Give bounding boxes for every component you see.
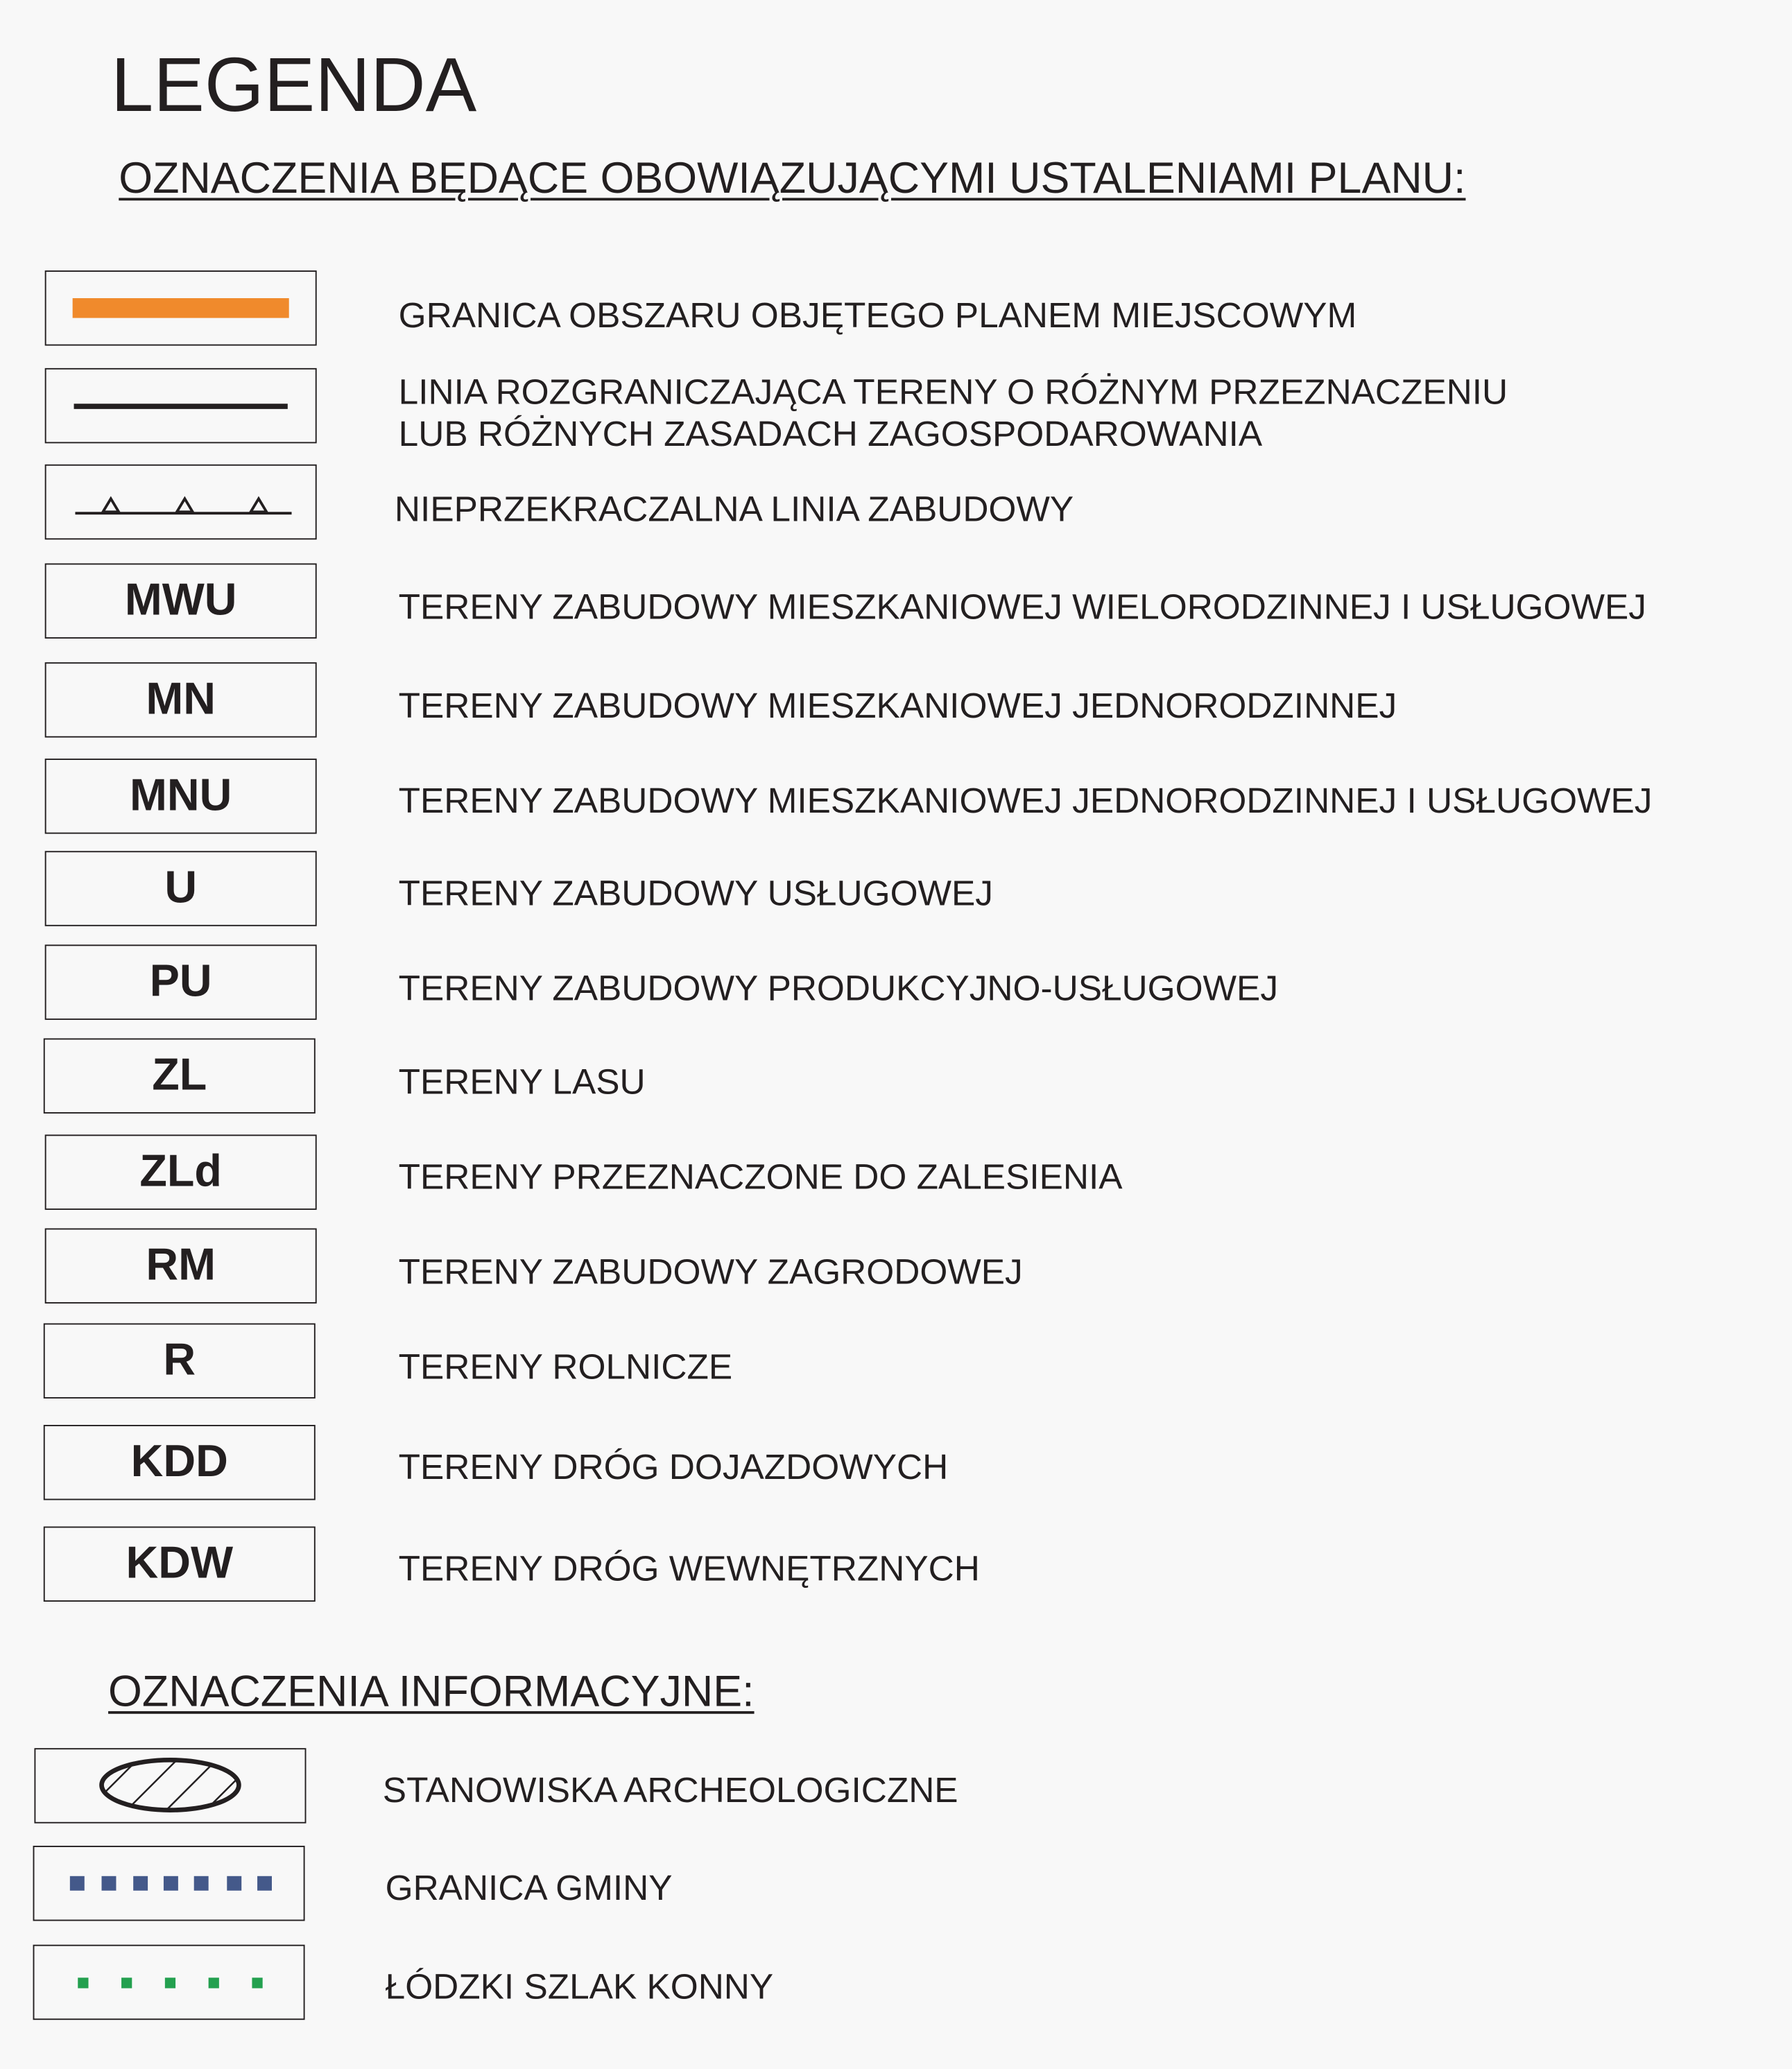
symbol-box-mn: MN <box>45 662 317 737</box>
municipality-border-icon <box>33 1846 305 1921</box>
legend-label: TERENY ZABUDOWY USŁUGOWEJ <box>398 873 993 913</box>
legend-label: TERENY LASU <box>398 1062 646 1102</box>
legend-label: GRANICA OBSZARU OBJĘTEGO PLANEM MIEJSCOWYM <box>398 295 1357 336</box>
black-dividing-line-icon <box>45 368 317 443</box>
legend-label: TERENY DRÓG DOJAZDOWYCH <box>398 1447 949 1487</box>
legend-label: TERENY ZABUDOWY MIESZKANIOWEJ JEDNORODZINNEJ <box>398 686 1397 726</box>
symbol-box-zld: ZLd <box>45 1134 317 1209</box>
legend-label: TERENY ROLNICZE <box>398 1347 733 1387</box>
legend-label: TERENY PRZEZNACZONE DO ZALESIENIA <box>398 1157 1123 1197</box>
symbol-box-r: R <box>44 1324 316 1399</box>
section-binding-heading: OZNACZENIA BĘDĄCE OBOWIĄZUJĄCYMI USTALENIAMI PLANU: <box>119 153 1466 202</box>
symbol-box-zl: ZL <box>44 1039 316 1114</box>
building-line-triangles-icon <box>45 465 317 539</box>
legend-label <box>399 371 1508 456</box>
legend-label: TERENY ZABUDOWY MIESZKANIOWEJ WIELORODZINNEJ I USŁUGOWEJ <box>398 587 1646 627</box>
legend-label: TERENY ZABUDOWY PRODUKCYJNO-USŁUGOWEJ <box>398 968 1279 1008</box>
symbol-box-kdd: KDD <box>44 1425 316 1500</box>
legend-label: ŁÓDZKI SZLAK KONNY <box>385 1967 774 2007</box>
symbol-box-mnu: MNU <box>45 759 317 833</box>
orange-boundary-line-icon <box>45 270 317 345</box>
legend-label: NIEPRZEKRACZALNA LINIA ZABUDOWY <box>394 489 1074 530</box>
section-info-heading: OZNACZENIA INFORMACYJNE: <box>108 1666 755 1715</box>
legend-label: GRANICA GMINY <box>385 1868 673 1908</box>
legend-label: TERENY ZABUDOWY MIESZKANIOWEJ JEDNORODZINNEJ I USŁUGOWEJ <box>398 781 1653 821</box>
legend-label: TERENY ZABUDOWY ZAGRODOWEJ <box>398 1252 1023 1292</box>
symbol-box-pu: PU <box>45 944 317 1019</box>
symbol-box-u: U <box>45 851 317 926</box>
symbol-box-rm: RM <box>45 1229 317 1304</box>
symbol-box-kdw: KDW <box>44 1527 316 1602</box>
symbol-box-mwu: MWU <box>45 563 317 638</box>
legend-title: LEGENDA <box>110 42 477 128</box>
horse-trail-icon <box>33 1945 305 2020</box>
legend-label: STANOWISKA ARCHEOLOGICZNE <box>382 1770 958 1810</box>
legend-label-line2: LUB RÓŻNYCH ZASADACH ZAGOSPODAROWANIA <box>398 414 1263 454</box>
legend-label-line1: LINIA ROZGRANICZAJĄCA TERENY O RÓŻNYM PRZEZNACZENIU <box>398 372 1508 412</box>
legend-label: TERENY DRÓG WEWNĘTRZNYCH <box>398 1548 980 1588</box>
hatched-ellipse-icon <box>34 1748 306 1823</box>
